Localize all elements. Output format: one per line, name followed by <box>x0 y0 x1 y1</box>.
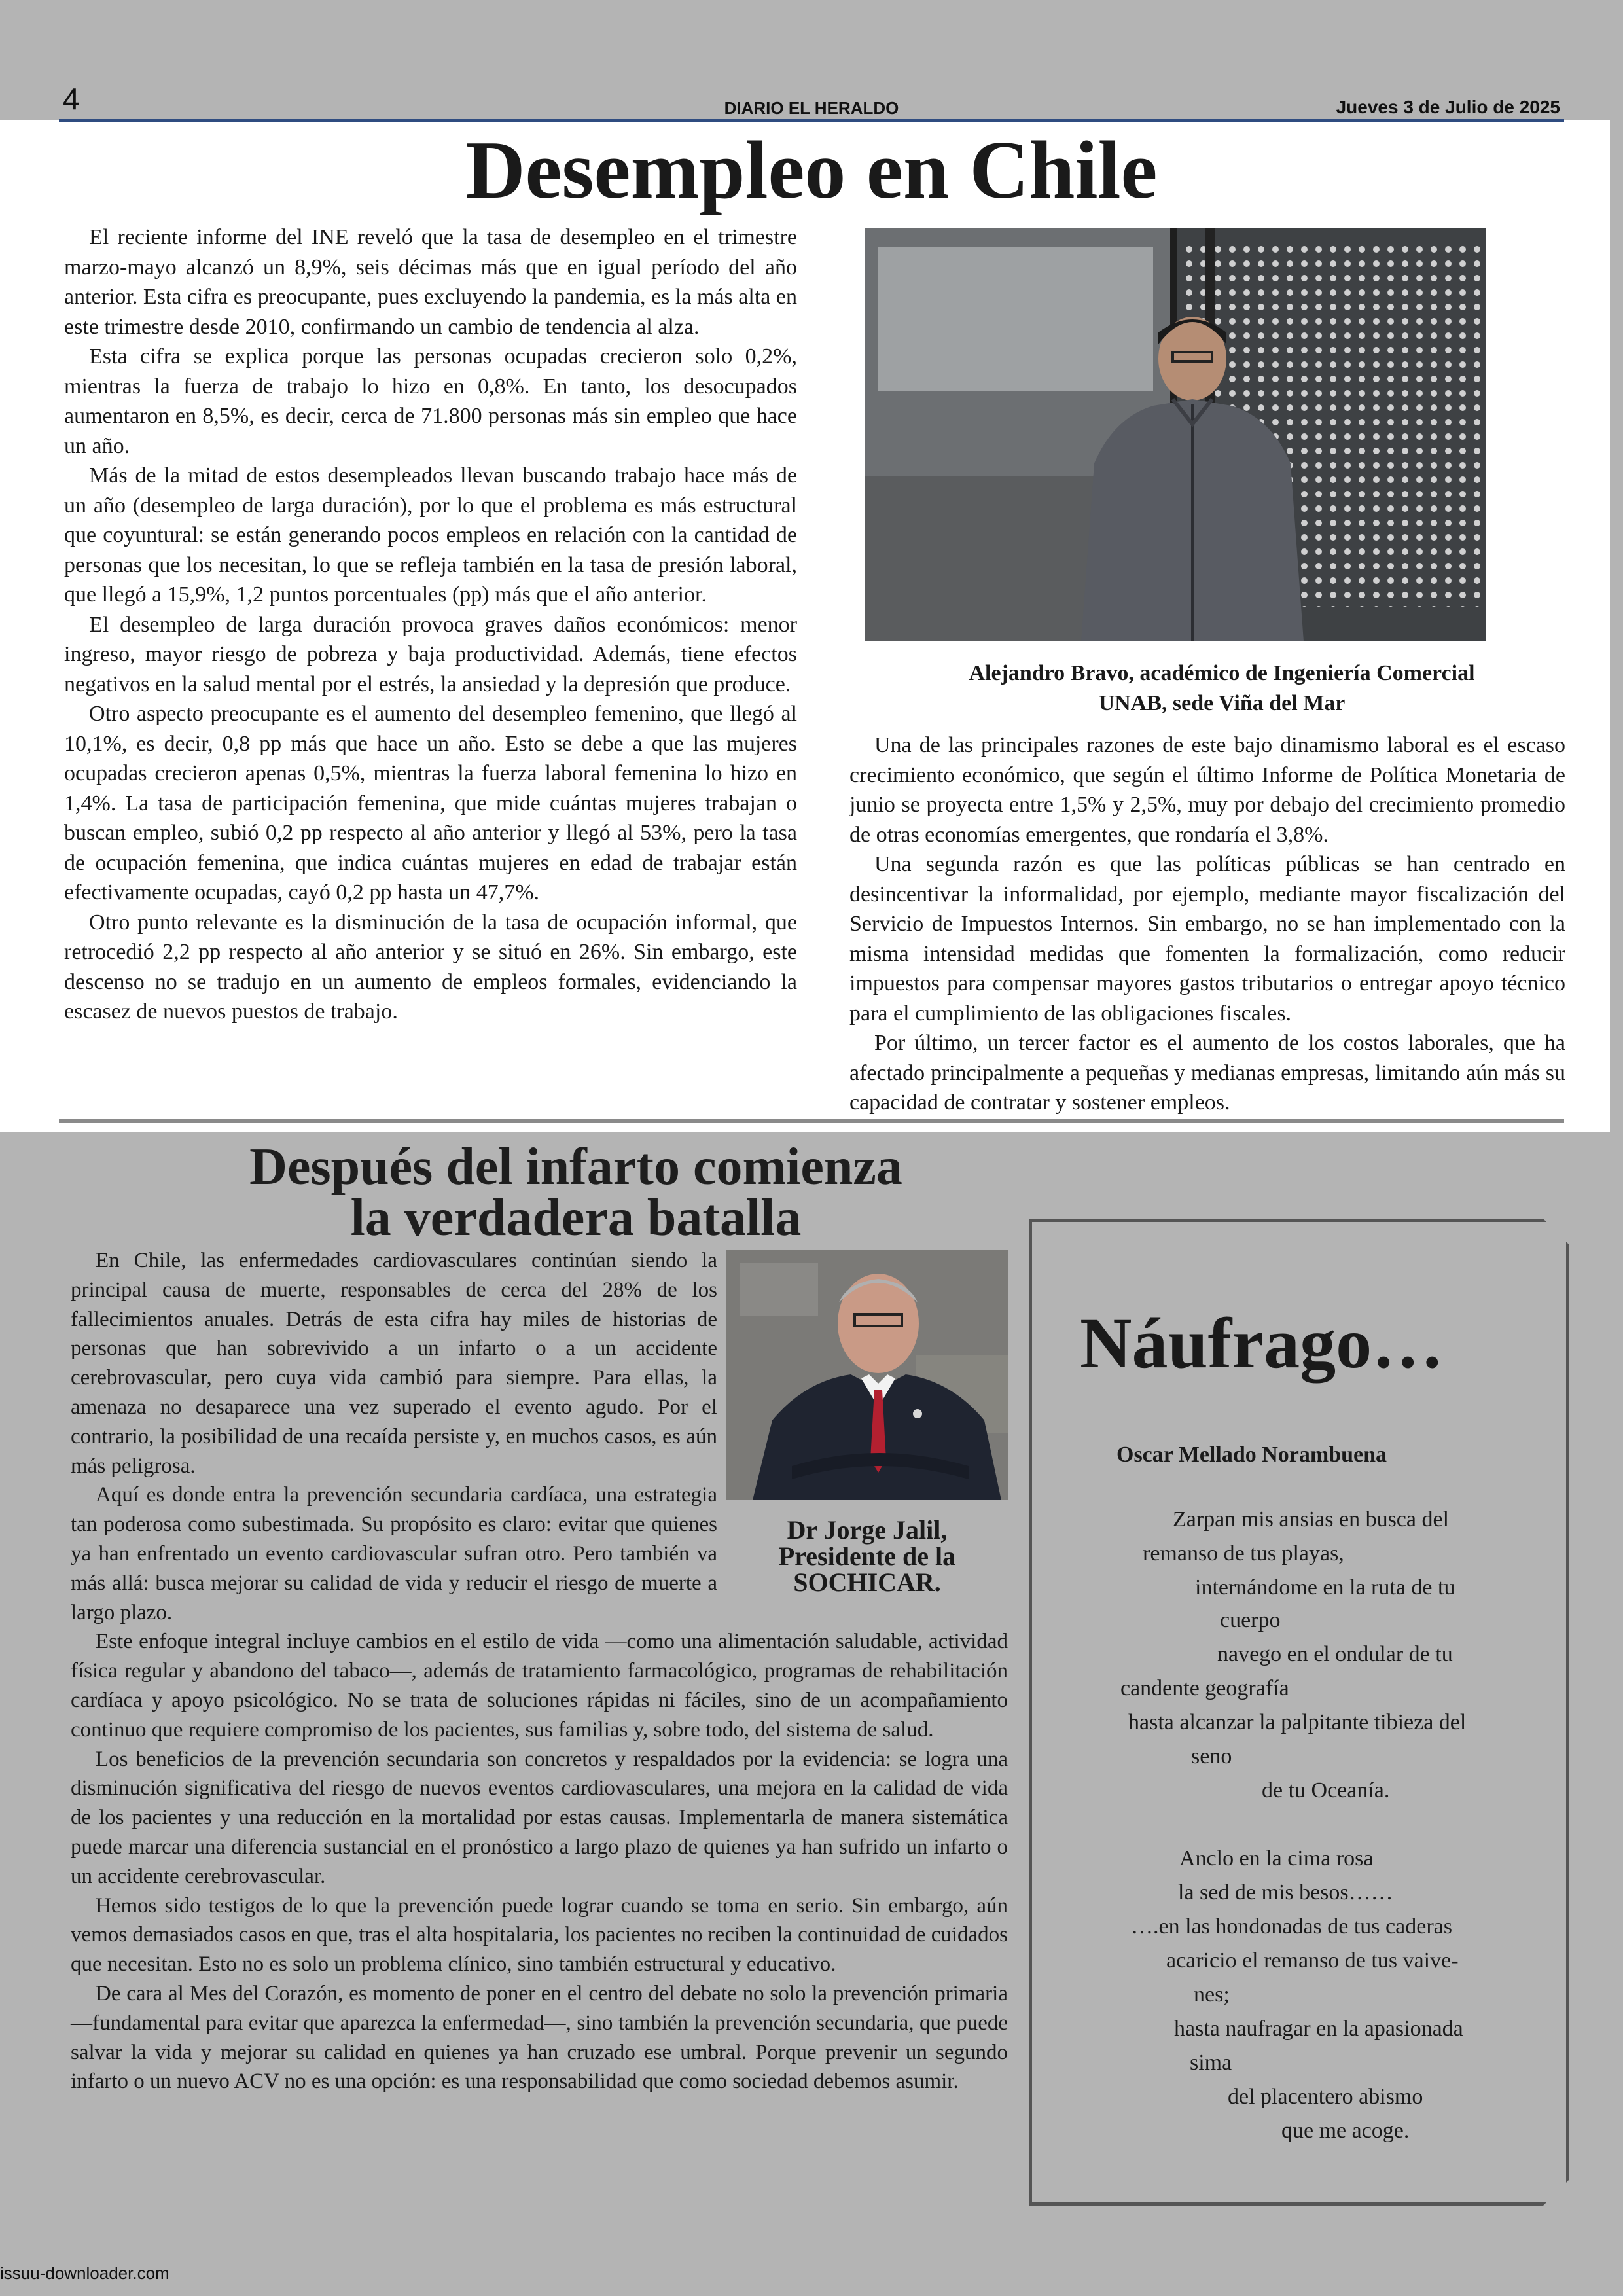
article1-title: Desempleo en Chile <box>465 125 1158 216</box>
poem-line: seno <box>1191 1744 1232 1768</box>
article1-right-column <box>849 730 1565 1118</box>
poem-line: navego en el ondular de tu <box>1217 1642 1453 1666</box>
poem-line: Zarpan mis ansias en busca del <box>1173 1507 1450 1532</box>
article2-title <box>118 1138 1034 1247</box>
article1-photo <box>865 228 1486 641</box>
article2-paragraph: De cara al Mes del Corazón, es momento de poner en el centro del debate no solo la prevención primaria —fundamental para evitar que aparezca la enfermedad—, sino también la prevención secundaria, que puede salvar la vida y mejorar su calidad en quienes ya han cruzado ese umbral. Porque prevenir un segundo infarto o un nuevo ACV no es una opción: es una responsabilidad que como sociedad debemos asumir. <box>71 1981 1008 2094</box>
article1-paragraph: Una de las principales razones de este bajo dinamismo laboral es el escaso crecimiento económico, que según el último Informe de Política Monetaria de junio se proyecta entre 1,5% y 2,5%, muy por debajo del crecimiento promedio de otras economías emergentes, que rondaría el 3,8%. <box>849 733 1565 847</box>
poem-line: cuerpo <box>1220 1608 1281 1632</box>
article2-photo-block <box>726 1250 1008 1597</box>
article2-photo-caption: Dr Jorge Jalil, Presidente de la SOCHICAR. <box>778 1515 956 1597</box>
newspaper-name: DIARIO EL HERALDO <box>724 98 899 118</box>
source-watermark: issuu-downloader.com <box>0 2263 169 2283</box>
poem-line: la sed de mis besos…… <box>1178 1880 1393 1905</box>
section-divider <box>59 1119 1564 1124</box>
title-line: Después del infarto comienza <box>249 1138 902 1196</box>
poem-line: que me acoge. <box>1281 2119 1410 2143</box>
article1-paragraph: Otro punto relevante es la disminución de la tasa de ocupación informal, que retrocedió 2,2 pp respecto al año anterior y se situó en 26%. Sin embargo, este descenso no se tradujo en un aumento de empleos formales, evidenciando la escasez de nuevos puestos de trabajo. <box>64 910 797 1024</box>
article1-paragraph: Esta cifra se explica porque las personas ocupadas crecieron solo 0,2%, mientras la fuerza de trabajo lo hizo en 0,8%. En tanto, los desocupados aumentaron en 8,5%, es decir, cerca de 71.800 personas más sin empleo que hace un año. <box>64 344 797 458</box>
article1-paragraph: Por último, un tercer factor es el aumento de los costos laborales, que ha afectado principalmente a pequeñas y medianas empresas, limitando aún más su capacidad de contratar y sostener empleos. <box>849 1031 1565 1115</box>
poem-author: Oscar Mellado Norambuena <box>1116 1443 1387 1467</box>
poem-line: ….en las hondonadas de tus caderas <box>1131 1914 1452 1939</box>
page-number: 4 <box>63 82 80 116</box>
article2-body <box>71 1246 1008 2096</box>
article1-paragraph: Otro aspecto preocupante es el aumento del desempleo femenino, que llegó al 10,1%, es decir, 0,8 pp más que hace un año. Esto se debe a que las mujeres ocupadas crecieron apenas 0,5%, mientras la fuerza laboral femenina lo hizo en 1,4%. La tasa de participación femenina, que mide cuántas mujeres trabajan o buscan empleo, subió 0,2 pp respecto al año anterior y llegó al 53%, pero la tasa de ocupación femenina, que indica cuántas mujeres en edad de trabajar están efectivamente ocupadas, cayó 0,2 pp hasta un 47,7%. <box>64 702 797 905</box>
article1-paragraph: El reciente informe del INE reveló que la tasa de desempleo en el trimestre marzo-mayo alcanzó un 8,9%, seis décimas más que en igual período del año anterior. Esta cifra es preocupante, pues excluyendo la pandemia, es la más alta en este trimestre desde 2010, confirmando un cambio de tendencia al alza. <box>64 225 797 339</box>
article2-paragraph: Aquí es donde entra la prevención secundaria cardíaca, una estrategia tan poderosa como subestimada. Su propósito es claro: evitar que quienes ya han enfrentado un evento cardiovascular sufran otro. Pero también va más allá: busca mejorar su calidad de vida y reducir el riesgo de muerte a largo plazo. <box>71 1483 717 1624</box>
article2-paragraph: Hemos sido testigos de lo que la prevención puede lograr cuando se toma en serio. Sin embargo, aún vemos demasiados casos en que, tras el alta hospitalaria, los pacientes no reciben la continuidad de cuidados que necesitan. Esto no es solo un problema clínico, sino también estructural y educativo. <box>71 1893 1008 1977</box>
poem-line: remanso de tus playas, <box>1143 1541 1344 1566</box>
article1-photo-caption <box>865 658 1578 719</box>
issue-date: Jueves 3 de Julio de 2025 <box>1336 97 1560 117</box>
article1-paragraph: El desempleo de larga duración provoca graves daños económicos: menor ingreso, mayor riesgo de pobreza y baja productividad. Además, tiene efectos negativos en la salud mental por el estrés, la ansiedad y la depresión que produce. <box>64 612 797 696</box>
article1-left-column <box>64 223 797 1027</box>
caption-line: Alejandro Bravo, académico de Ingeniería Comercial <box>969 661 1475 685</box>
poem-line: del placentero abismo <box>1228 2085 1423 2109</box>
caption-line: UNAB, sede Viña del Mar <box>1098 691 1346 715</box>
poem-title: Náufrago… <box>1080 1303 1444 1383</box>
poem-line: nes; <box>1194 1982 1230 2007</box>
header-rule <box>59 119 1564 122</box>
poem-line: Anclo en la cima rosa <box>1179 1846 1374 1871</box>
poem-line: hasta naufragar en la apasionada <box>1174 2017 1463 2041</box>
article2-paragraph: Este enfoque integral incluye cambios en el estilo de vida —como una alimentación saludable, actividad física regular y abandono del tabaco—, además de tratamiento farmacológico, programas de rehabilitación cardíaca y apoyo psicológico. No se trata de soluciones rápidas ni fáciles, sino de un acompañamiento continuo que requiere compromiso de los pacientes, sus familias y, sobre todo, del sistema de salud. <box>71 1630 1008 1742</box>
article1-paragraph: Más de la mitad de estos desempleados llevan buscando trabajo hace más de un año (desempleo de larga duración), por lo que el problema es más estructural que coyuntural: se están generando pocos empleos en relación con la cantidad de personas que los necesitan, lo que se refleja también en la tasa de presión laboral, que llegó a 15,9%, 1,2 puntos porcentuales (pp) más que el año anterior. <box>64 463 797 607</box>
article1-paragraph: Una segunda razón es que las políticas públicas se han centrado en desincentivar la informalidad, por ejemplo, mediante mayor fiscalización del Servicio de Impuestos Internos. Sin embargo, no se han implementado con la misma intensidad medidas que fomenten la formalización, como reducir impuestos para compensar mayores gastos tributarios o entregar apoyo técnico para el cumplimiento de las obligaciones fiscales. <box>849 852 1565 1026</box>
article2-photo <box>726 1250 1008 1500</box>
article2-paragraph: Los beneficios de la prevención secundaria son concretos y respaldados por la evidencia: se logra una disminución significativa del riesgo de nuevos eventos cardiovasculares, una mejora en la calidad de vida de los pacientes y una reducción en la mortalidad por estas causas. Implementarla de manera sistemática puede marcar una diferencia sustancial en el pronóstico a largo plazo de quienes ya han sufrido un infarto o un accidente cerebrovascular. <box>71 1747 1008 1888</box>
poem-line: hasta alcanzar la palpitante tibieza del <box>1128 1710 1467 1734</box>
title-line: la verdadera batalla <box>350 1189 802 1247</box>
article2-paragraph: En Chile, las enfermedades cardiovasculares continúan siendo la principal causa de muerte, responsables de cerca del 28% de los fallecimientos anuales. Detrás de esta cifra hay miles de historias de personas que han sobrevivido a un infarto o a un accidente cerebrovascular, pero cuya vida cambió para siempre. Para ellas, la amenaza no desaparece una vez superado el evento agudo. Por el contrario, la posibilidad de una recaída persiste y, en muchos casos, es aún más peligrosa. <box>71 1249 717 1478</box>
poem-line: acaricio el remanso de tus vaive- <box>1166 1948 1459 1973</box>
poem-line: de tu Oceanía. <box>1262 1778 1390 1803</box>
poem-line: sima <box>1190 2051 1232 2075</box>
poem-line: candente geografía <box>1120 1676 1289 1700</box>
poem-line: internándome en la ruta de tu <box>1195 1575 1455 1600</box>
